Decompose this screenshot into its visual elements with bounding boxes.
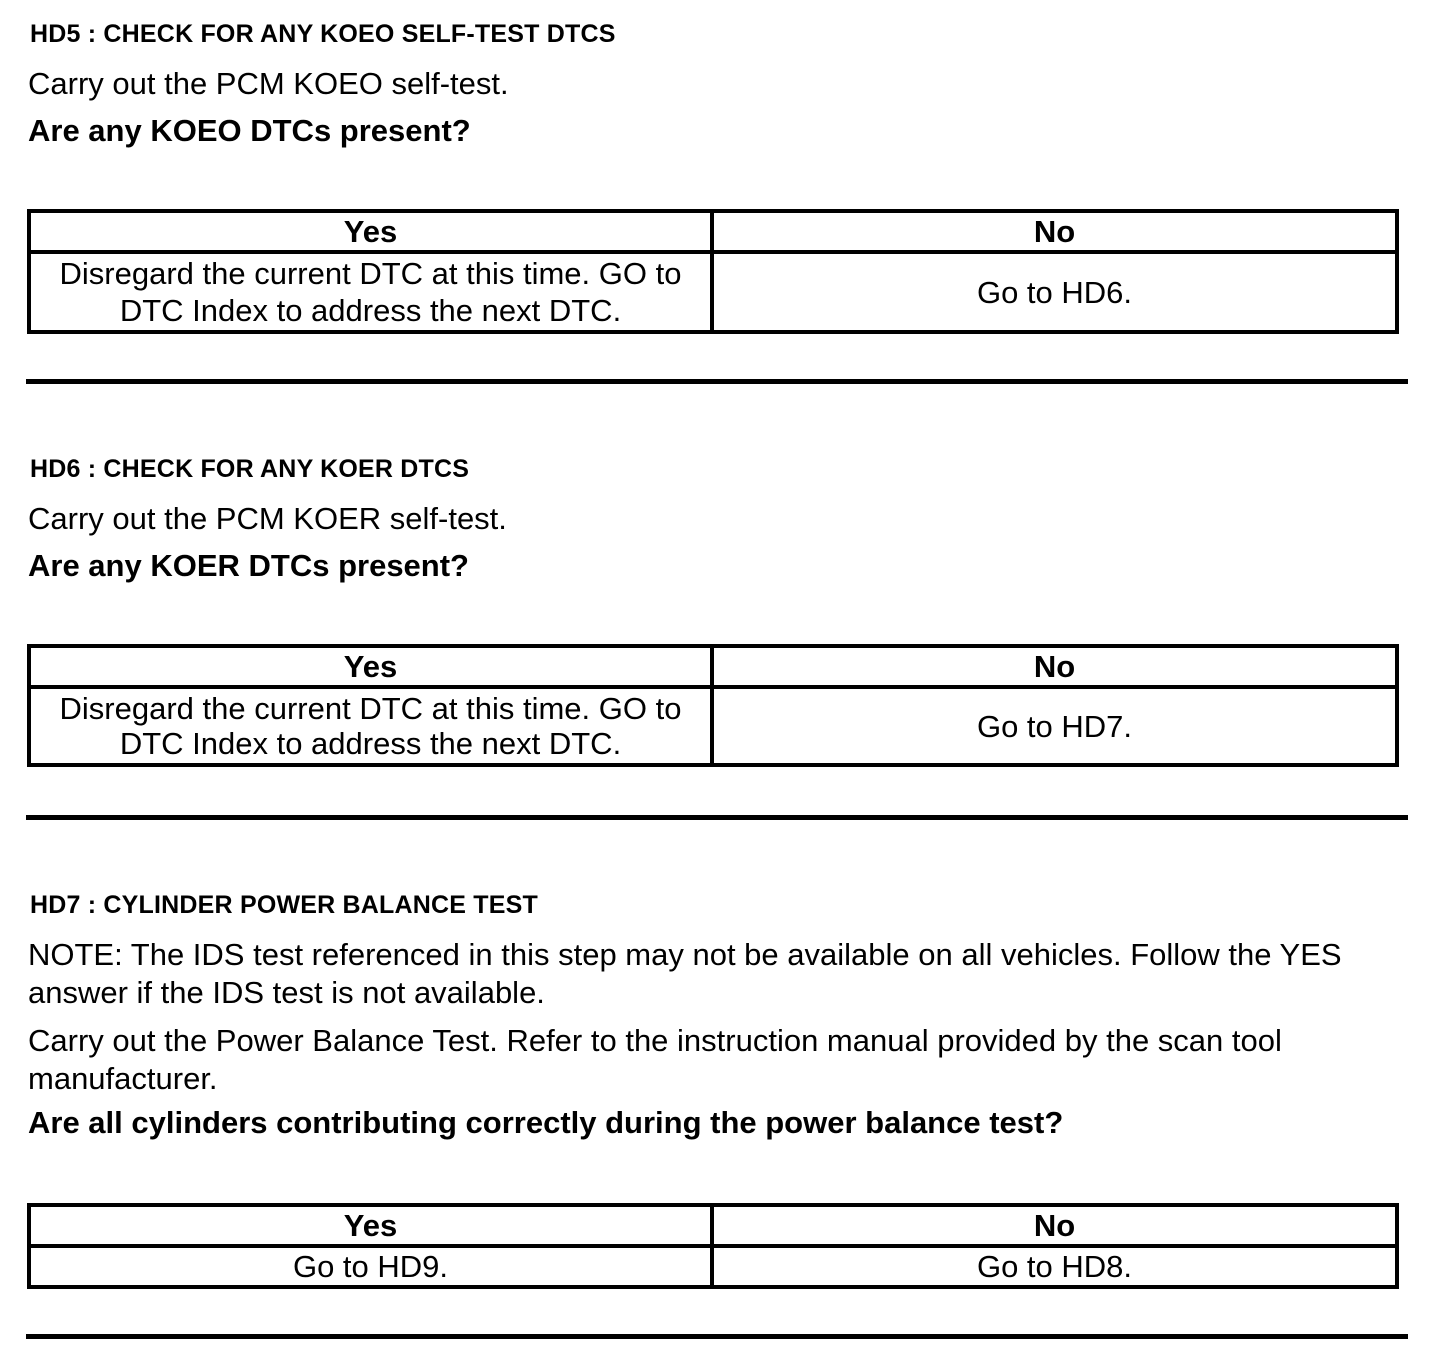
section-divider [26, 815, 1408, 820]
answer-table-hd7 [27, 1203, 1399, 1289]
step-question-hd7: Are all cylinders contributing correctly during the power balance test? [28, 1105, 1064, 1140]
step-question-hd6: Are any KOER DTCs present? [28, 548, 469, 583]
answer-table-hd5 [27, 209, 1399, 334]
answer-table-header-row [29, 1205, 1397, 1246]
answer-table-header-row [29, 211, 1397, 252]
yes-action: Go to HD9. [29, 1246, 712, 1287]
answer-table-header-row [29, 646, 1397, 687]
yes-action: Disregard the current DTC at this time. GO to DTC Index to address the next DTC. [29, 687, 712, 765]
step-title-hd7: HD7 : CYLINDER POWER BALANCE TEST [30, 891, 539, 919]
answer-table-action-row [29, 252, 1397, 332]
step-instruction-hd6: Carry out the PCM KOER self-test. [28, 501, 507, 536]
no-header: No [712, 211, 1397, 252]
no-header: No [712, 646, 1397, 687]
section-divider [26, 379, 1408, 384]
answer-table-hd6 [27, 644, 1399, 767]
no-action: Go to HD6. [712, 252, 1397, 332]
no-action: Go to HD7. [712, 687, 1397, 765]
step-title-hd5: HD5 : CHECK FOR ANY KOEO SELF-TEST DTCS [30, 20, 616, 48]
no-header: No [712, 1205, 1397, 1246]
yes-header: Yes [29, 211, 712, 252]
yes-header: Yes [29, 1205, 712, 1246]
yes-header: Yes [29, 646, 712, 687]
step-note-hd7: NOTE: The IDS test referenced in this step may not be available on all vehicles. Follow the YES answer if the IDS test is not available. [28, 937, 1342, 1010]
step-question-hd5: Are any KOEO DTCs present? [28, 113, 471, 148]
step-instruction-hd5: Carry out the PCM KOEO self-test. [28, 66, 509, 101]
section-divider [26, 1334, 1408, 1339]
no-action: Go to HD8. [712, 1246, 1397, 1287]
answer-table-action-row [29, 687, 1397, 765]
yes-action: Disregard the current DTC at this time. GO to DTC Index to address the next DTC. [29, 252, 712, 332]
step-title-hd6: HD6 : CHECK FOR ANY KOER DTCS [30, 455, 470, 483]
step-instruction-hd7: Carry out the Power Balance Test. Refer to the instruction manual provided by the scan tool manufacturer. [28, 1023, 1282, 1096]
answer-table-action-row [29, 1246, 1397, 1287]
